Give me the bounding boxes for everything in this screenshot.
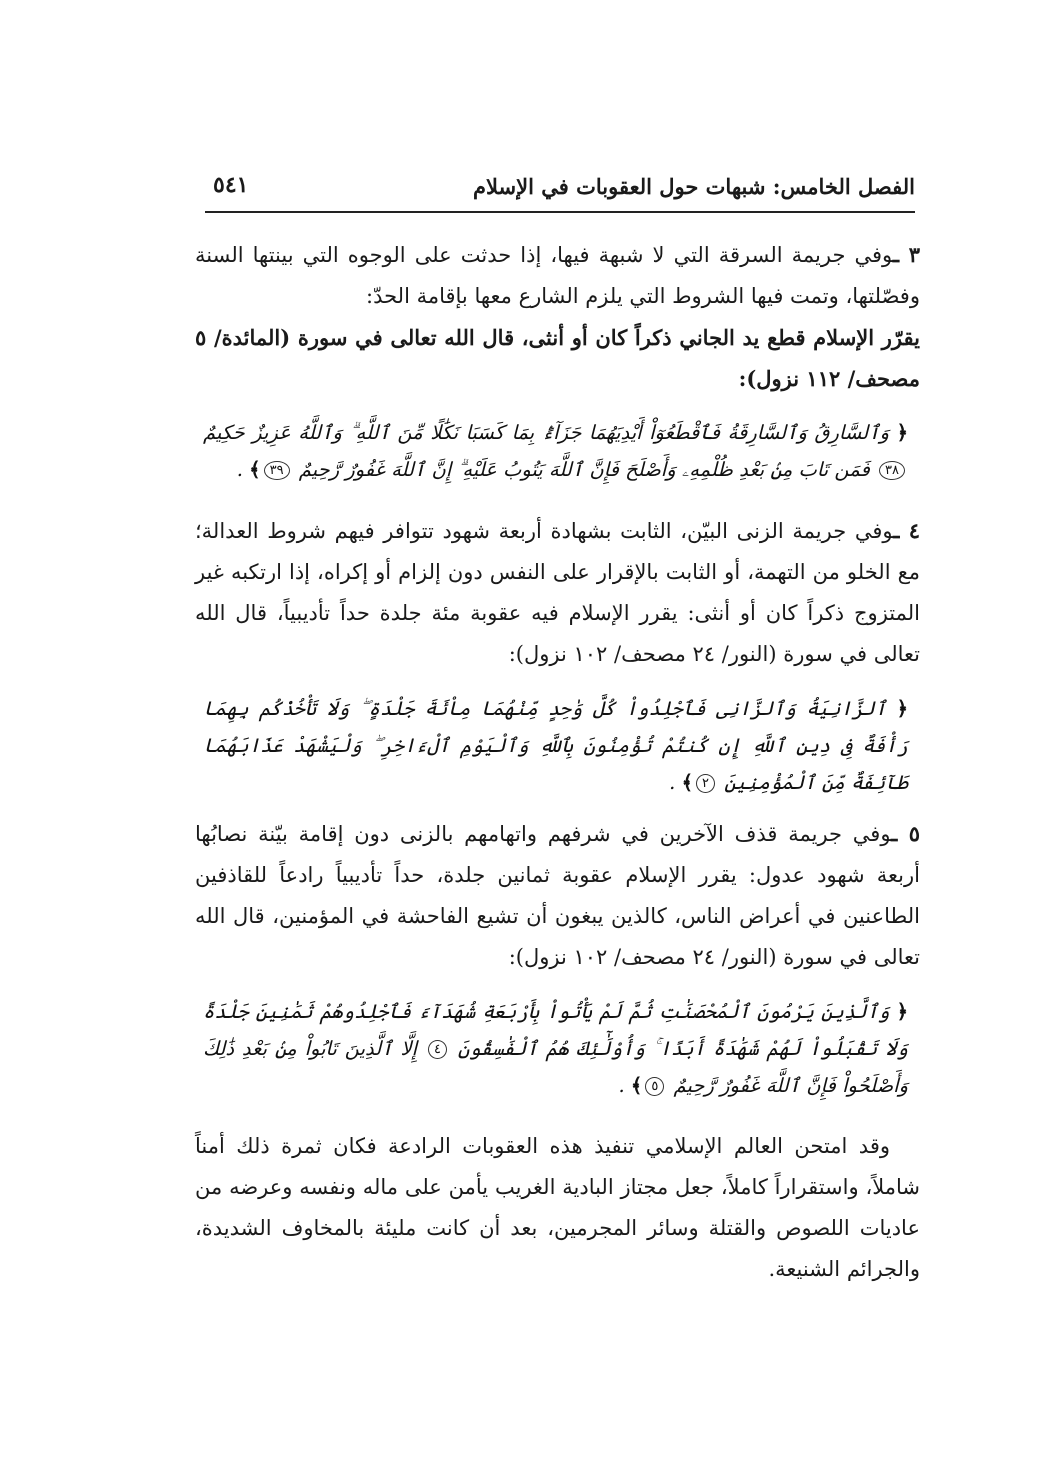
verse-end-dot: . [618, 1074, 625, 1097]
verse-text: وَٱلسَّارِقُ وَٱلسَّارِقَةُ فَٱقْطَعُوٓاْ أَيْدِيَهُمَا جَزَآءًۢ بِمَا كَسَبَا نَكَٰلًا مِّنَ ٱللَّهِ ۗ وَٱللَّهُ عَزِيزٌ حَكِيمٌ [203, 421, 890, 444]
ayah-number-marker: ٤ [428, 1040, 447, 1059]
page-body [195, 234, 920, 1290]
verse-close-bracket: ﴾ [681, 771, 694, 794]
quran-verse [203, 414, 908, 488]
quran-verse [203, 690, 908, 801]
section-number: ٣ ـ [892, 242, 920, 267]
section-3 [195, 234, 920, 317]
page-number: ٥٤١ [213, 172, 249, 198]
verse-text: وَٱلَّذِينَ يَرْمُونَ ٱلْمُحْصَنَٰتِ ثُمَّ لَمْ يَأْتُواْ بِأَرْبَعَةِ شُهَدَآءَ فَٱجْلِدُوهُمْ ثَمَٰنِينَ جَلْدَةً وَلَا تَقْبَلُواْ لَهُمْ شَهَٰدَةً أَبَدًا ۚ وَأُوْلَٰٓئِكَ هُمُ ٱلْفَٰسِقُونَ [203, 1000, 909, 1060]
ayah-number-marker: ٥ [645, 1077, 664, 1096]
verse-end-dot: . [236, 458, 243, 481]
ayah-number-marker: ٣٨ [879, 461, 905, 480]
verse-text: ٱلزَّانِيَةُ وَٱلزَّانِى فَٱجْلِدُواْ كُلَّ وَٰحِدٍ مِّنْهُمَا مِاْئَةَ جَلْدَةٍ ۖ وَلَا تَأْخُذْكُم بِهِمَا رَأْفَةٌ فِى دِينِ ٱللَّهِ إِن كُنتُمْ تُؤْمِنُونَ بِٱللَّهِ وَٱلْيَوْمِ ٱلْءَاخِرِ ۖ وَلْيَشْهَدْ عَذَابَهُمَا طَآئِفَةٌ مِّنَ ٱلْمُؤْمِنِينَ [203, 697, 908, 794]
section-5 [195, 813, 920, 978]
verse-open-bracket: ﴿ [896, 697, 909, 720]
verse-close-bracket: ﴾ [630, 1074, 643, 1097]
section-intro: وفي جريمة السرقة التي لا شبهة فيها، إذا حدثت على الوجوه التي بينتها السنة وفصّلتها، وتمت فيها الشروط التي يلزم الشارع معها بإقامة الحدّ: [195, 243, 920, 308]
chapter-title: الفصل الخامس: شبهات حول العقوبات في الإسلام [473, 174, 915, 199]
verse-close-bracket: ﴾ [249, 458, 261, 481]
verse-end-dot: . [669, 771, 676, 794]
conclusion-paragraph: وقد امتحن العالم الإسلامي تنفيذ هذه العقوبات الرادعة فكان ثمرة ذلك أمناً شاملاً، واستقراراً كاملاً، جعل مجتاز البادية الغريب يأمن على ماله ونفسه وعرضه من عاديات اللصوص والقتلة وسائر المجرمين، بعد أن كانت مليئة بالمخاوف الشديدة، والجرائم الشنيعة. [195, 1134, 920, 1281]
verse-open-bracket: ﴿ [896, 421, 909, 444]
ayah-number-marker: ٢ [696, 774, 715, 793]
section-number: ٤ ـ [893, 518, 920, 543]
section-intro: وفي جريمة الزنى البيّن، الثابت بشهادة أربعة شهود تتوافر فيهم شروط العدالة؛ مع الخلو من التهمة، أو الثابت بالإقرار على النفس دون إلزام أو إكراه، إذا ارتكبه غير المتزوج ذكراً كان أو أنثى: يقرر الإسلام فيه عقوبة مئة جلدة حداً تأديبياً، قال الله تعالى في سورة (النور/ ٢٤ مصحف/ ١٠٢ نزول): [195, 519, 920, 666]
verse-text-continued: فَمَن تَابَ مِنۢ بَعْدِ ظُلْمِهِۦ وَأَصْلَحَ فَإِنَّ ٱللَّهَ يَتُوبُ عَلَيْهِ ۗ إِنَّ ٱللَّهَ غَفُورٌ رَّحِيمٌ [298, 458, 870, 481]
page-header [205, 172, 915, 208]
section-ruling: يقرّر الإسلام قطع يد الجاني ذكراً كان أو أنثى، قال الله تعالى في سورة (المائدة/ ٥ مصحف/ ١١٢ نزول): [195, 325, 920, 391]
section-4 [195, 510, 920, 675]
section-intro: وفي جريمة قذف الآخرين في شرفهم واتهامهم بالزنى دون إقامة بيّنة نصابُها أربعة شهود عدول: يقرر الإسلام عقوبة ثمانين جلدة، حداً تأديبياً رادعاً للقاذفين الطاعنين في أعراض الناس، كالذين يبغون أن تشيع الفاحشة في المؤمنين، قال الله تعالى في سورة (النور/ ٢٤ مصحف/ ١٠٢ نزول): [195, 822, 920, 969]
ayah-number-marker: ٣٩ [264, 461, 290, 480]
verse-text-continued: إِلَّا ٱلَّذِينَ تَابُواْ مِنۢ بَعْدِ ذَٰلِكَ وَأَصْلَحُواْ فَإِنَّ ٱللَّهَ غَفُورٌ رَّحِيمٌ [203, 1037, 908, 1097]
section-number: ٥ ـ [891, 821, 920, 846]
header-divider [205, 211, 915, 213]
verse-open-bracket: ﴿ [896, 1000, 908, 1023]
quran-verse [203, 993, 908, 1104]
spacer [195, 500, 920, 510]
spacer [195, 1116, 920, 1126]
